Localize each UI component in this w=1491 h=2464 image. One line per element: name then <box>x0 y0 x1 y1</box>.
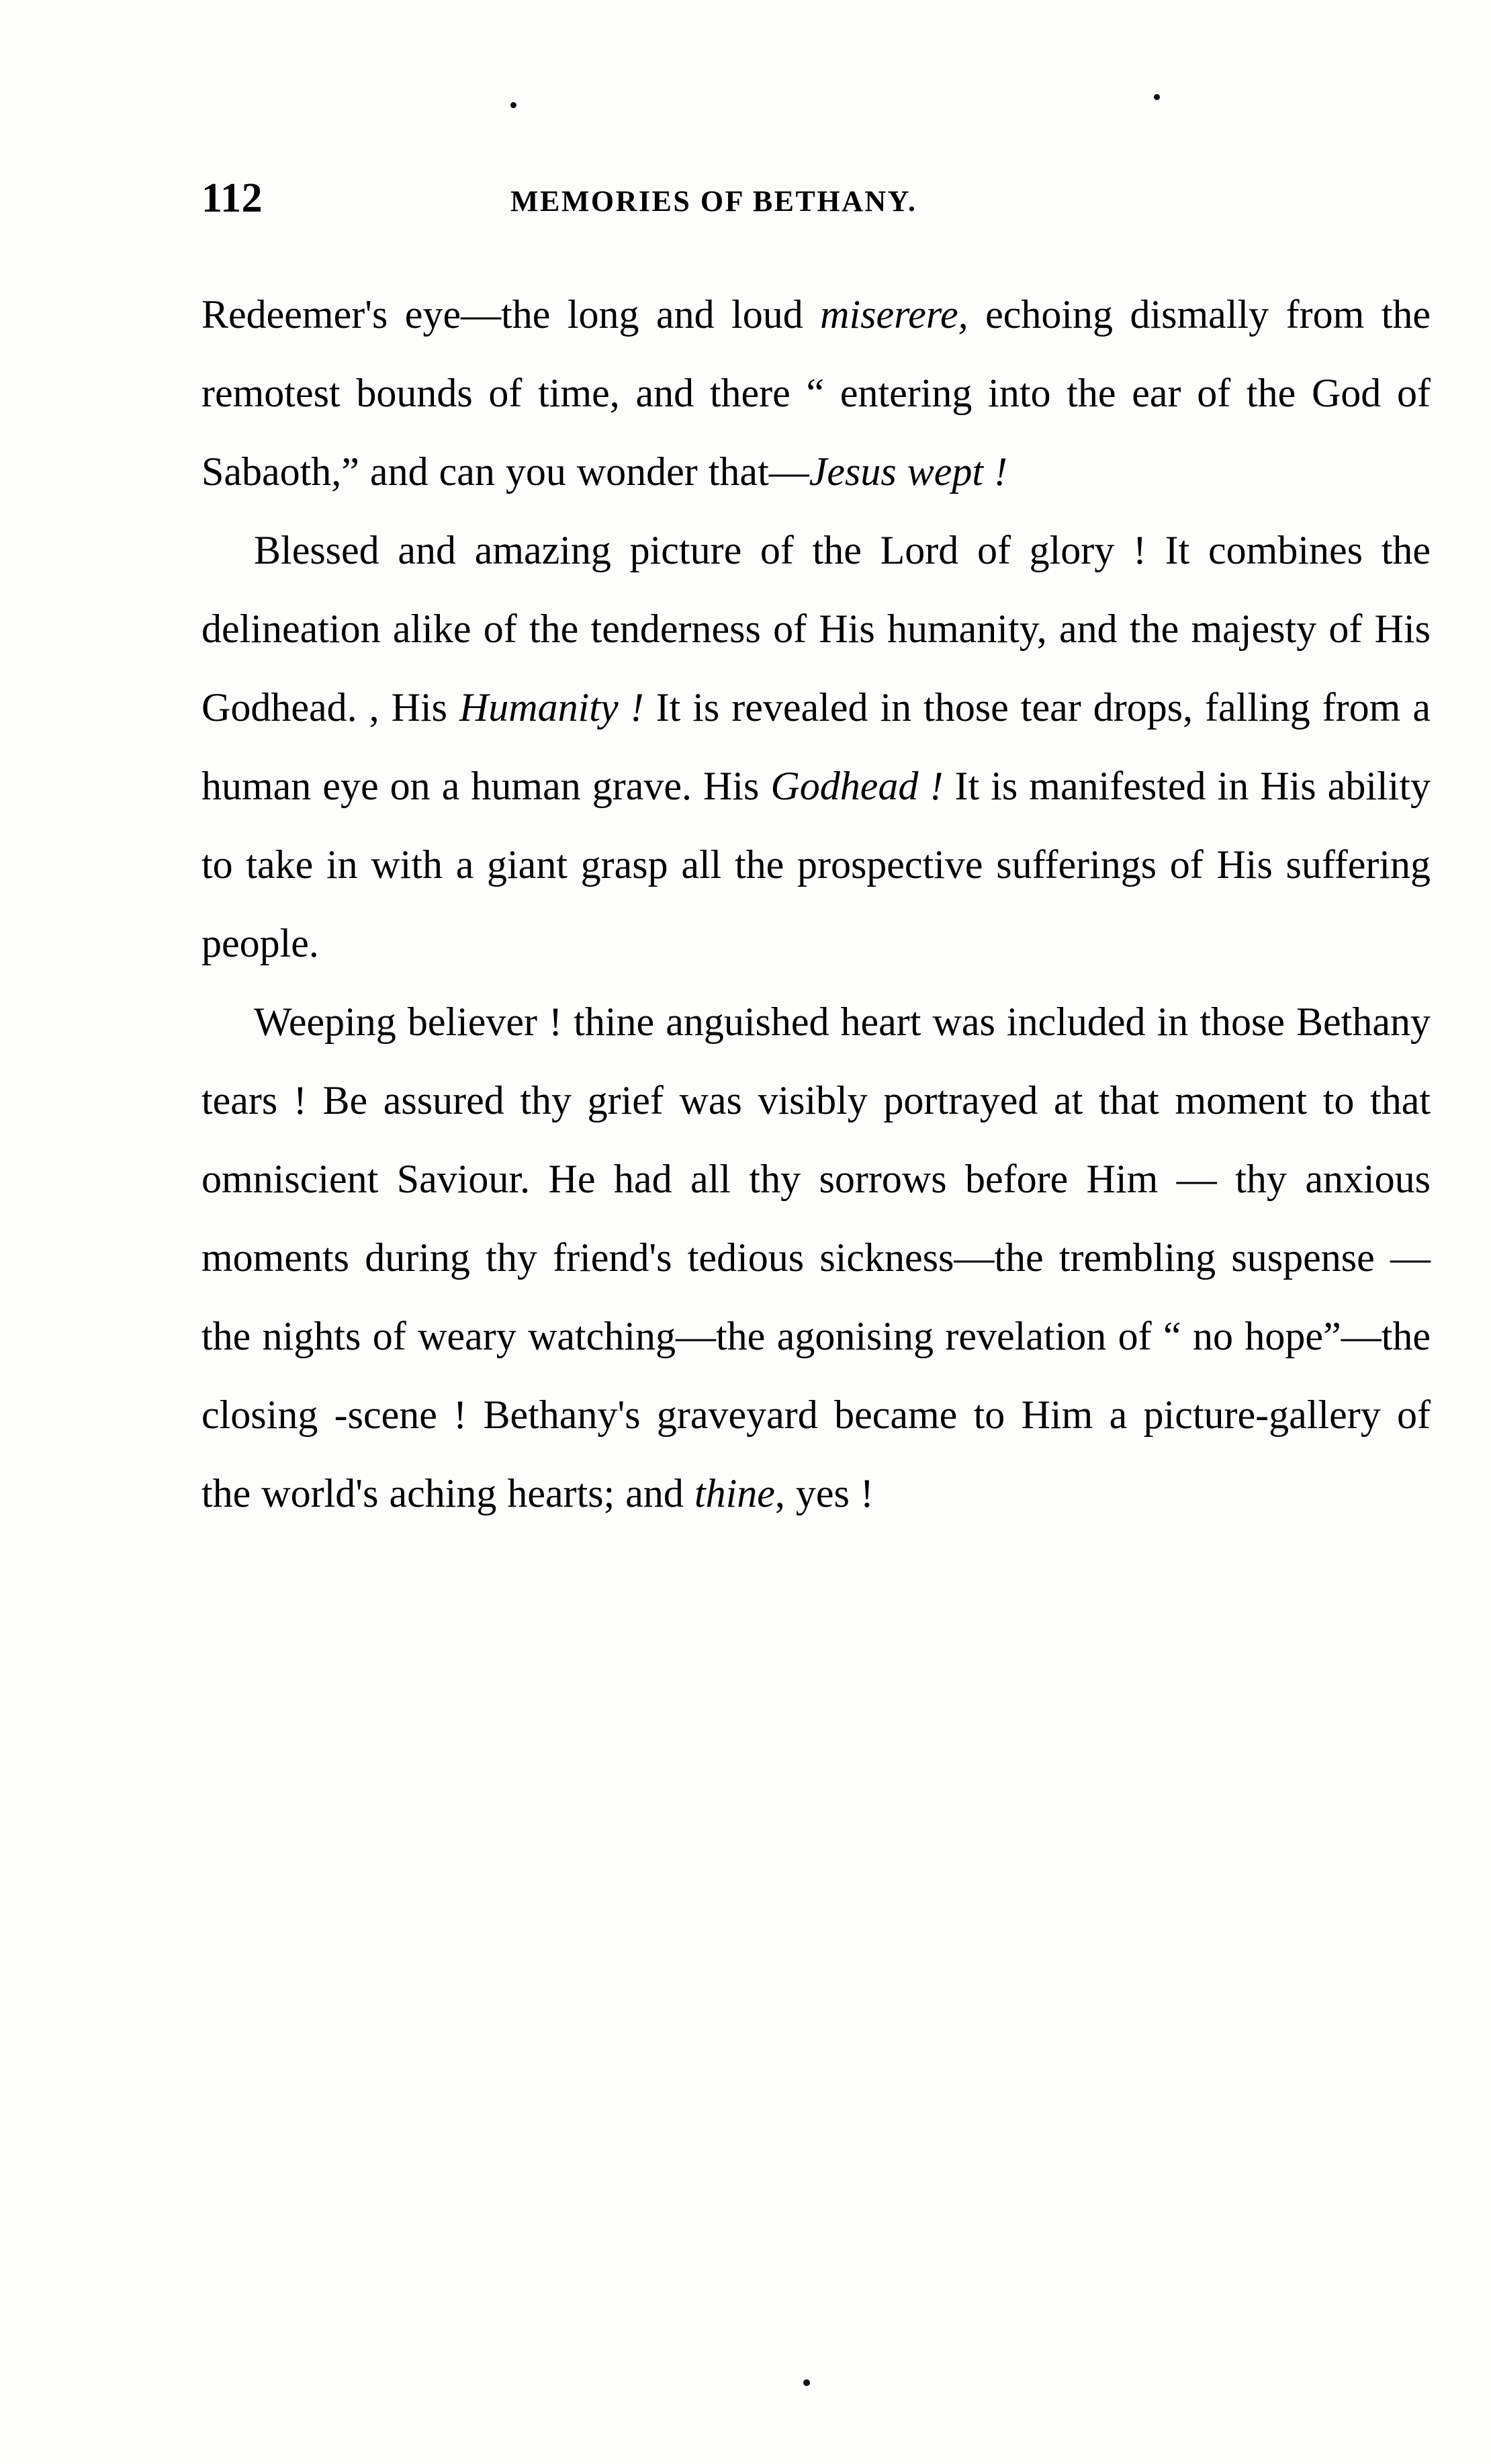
body-text <box>201 275 1431 1533</box>
paragraph <box>201 275 1431 511</box>
italic-run: Jesus wept ! <box>809 449 1008 494</box>
scan-speck-top-left <box>510 102 516 108</box>
italic-run: Humanity ! <box>459 685 644 730</box>
text-run: echoing dismally from the remotest bounds of time, and there “ entering into the ear of the God of Sabaoth,” and can you wonder that— <box>201 292 1431 494</box>
text-run: It is manifested in His ability to take in with a giant grasp all the prospective sufferings of His suffering people. <box>201 764 1431 965</box>
scan-speck-bottom <box>803 2379 810 2386</box>
italic-run: miserere, <box>820 292 968 337</box>
text-run: Weeping believer ! thine anguished heart was included in those Bethany tears ! Be assured thy grief was visibly portrayed at that moment to that omniscient Saviour. He had all thy sorrows before Him — thy anxious moments during thy friend's tedious sickness—the trembling suspense —the nights of weary watching—the agonising revelation of “ no hope”—the closing -scene ! Bethany's graveyard became to Him a picture-gallery of the world's aching hearts; and <box>201 1000 1431 1515</box>
running-head <box>201 168 1431 242</box>
page-content <box>201 168 1431 1533</box>
page-number: 112 <box>201 175 263 221</box>
paragraph <box>201 511 1431 983</box>
text-run: , yes ! <box>774 1471 874 1515</box>
text-run: It is revealed in those tear drops, falling from a human eye on a human grave. His <box>201 685 1431 808</box>
text-run: Redeemer's eye—the long and loud <box>201 292 821 337</box>
running-head-title: MEMORIES OF BETHANY. <box>510 185 917 218</box>
paragraph <box>201 983 1431 1533</box>
italic-run: Godhead ! <box>770 764 944 808</box>
scan-speck-top-right <box>1154 94 1160 100</box>
text-run: Blessed and amazing picture of the Lord of glory ! It combines the delineation alike of the tenderness of His humanity, and the majesty of His Godhead. , His <box>201 528 1431 730</box>
italic-run: thine <box>694 1471 775 1515</box>
